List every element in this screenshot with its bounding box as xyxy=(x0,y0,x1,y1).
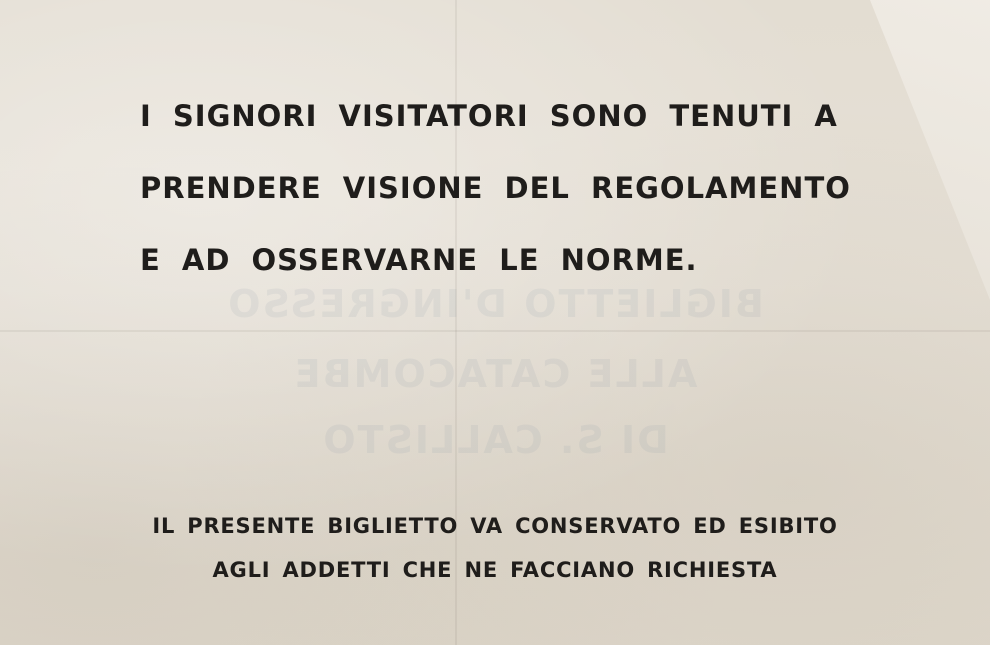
fold-crease-horizontal xyxy=(0,330,990,332)
notice-line-2: PRENDERE VISIONE DEL REGOLAMENTO xyxy=(140,171,851,205)
footer-line-2: AGLI ADDETTI CHE NE FACCIANO RICHIESTA xyxy=(212,558,778,582)
visitor-notice xyxy=(140,92,885,308)
ticket-footer-note xyxy=(0,508,990,596)
torn-corner xyxy=(870,0,990,300)
notice-line-1: I SIGNORI VISITATORI SONO TENUTI A xyxy=(140,99,838,133)
footer-line-1: IL PRESENTE BIGLIETTO VA CONSERVATO ED ESIBITO xyxy=(152,514,838,538)
reverse-bleed-line-1: BIGLIETTO D'INGRESSO xyxy=(226,282,764,326)
reverse-bleed-line-3: DI S. CALLISTO xyxy=(321,418,669,462)
reverse-bleed-line-2: ALLE CATACOMBE xyxy=(292,352,698,396)
notice-line-3: E AD OSSERVARNE LE NORME. xyxy=(140,243,698,277)
